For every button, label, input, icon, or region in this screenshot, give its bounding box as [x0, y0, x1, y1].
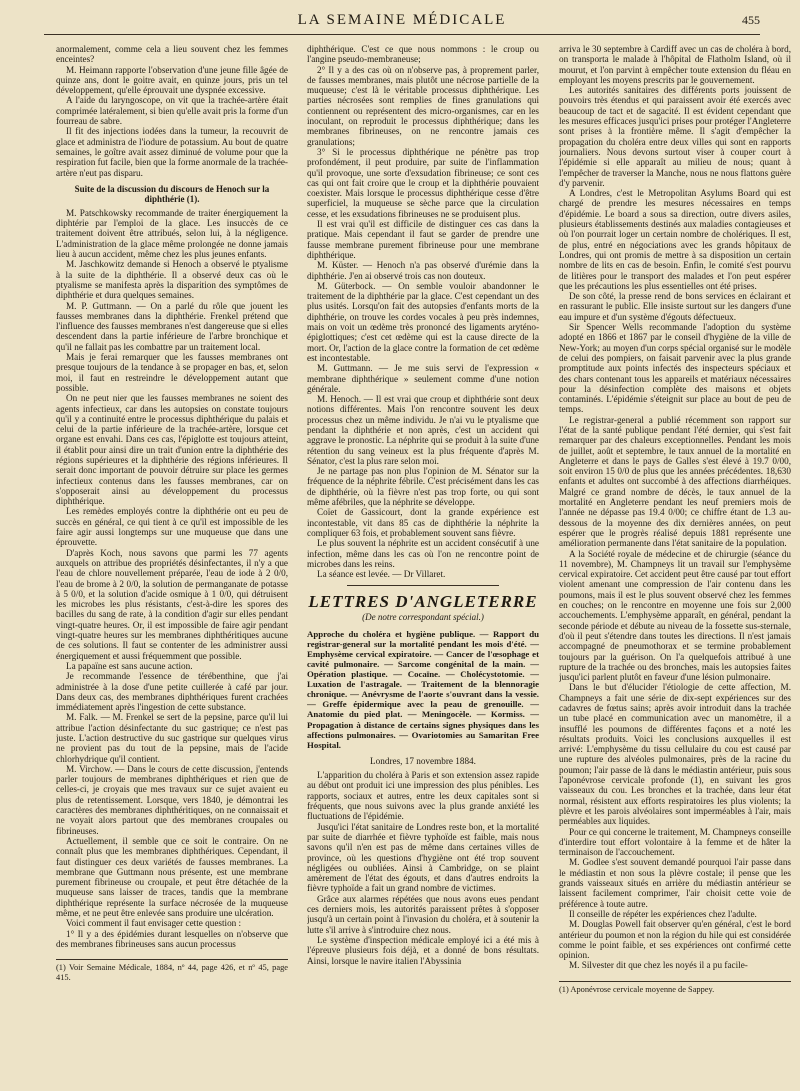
paragraph: L'apparition du choléra à Paris et son extension assez rapide au début ont produit ici une impression des plus pénibles. Les rapports, sociaux et autres, entre les deux capitales sont si fréquents, que nous suivons avec la plus grande anxiété les fluctuations de l'épidémie. [307, 770, 539, 822]
paragraph: M. Patschkowsky recommande de traiter énergiquement la diphtérie par l'emploi de la glace. Les insuccès de ce traitement doivent être attribués, selon lui, à la négligence. L'administration de la glace même prolongée ne donne jamais lieu à aucun accident, même chez les plus jeunes enfants. [56, 207, 288, 260]
paragraph: M. Guttmann. — Je me suis servi de l'expression « membrane diphthérique » seulement comme d'une notion générale. [307, 363, 539, 394]
paragraph: Pour ce qui concerne le traitement, M. Champneys conseille d'interdire tout effort volontaire à la femme et de hâter la terminaison de l'accouchement. [559, 826, 791, 858]
paragraph: M. Douglas Powell fait observer qu'en général, c'est le bord antérieur du poumon et non la région du hile qui est considérée comme le point faible, et ses expériences ont confirmé cette opinion. [559, 919, 791, 961]
page-number: 455 [741, 13, 760, 27]
paragraph: Les remèdes employés contre la diphthérie ont eu peu de succès en général, ce qui tient à ce qu'il est impossible de les faire agir aussi longtemps sur une muqueuse que dans une éprouvette. [56, 506, 288, 548]
paragraph: M. P. Guttmann. — On a parlé du rôle que jouent les fausses membranes dans la diphthérie. Frenkel prétend que l'influence des fausses membranes n'est dangereuse que si elles descendent dans la partie inférieure de l'arbre bronchique et qu'il ne fallait pas les combattre par un traitement local. [56, 300, 288, 352]
section-divider [347, 585, 499, 586]
paragraph: Actuellement, il semble que ce soit le contraire. On ne connaît plus que les membranes diphthériques. Cependant, il faut distinguer ces deux variétés de fausses membranes. La membrane que Guttmann nous présente, est une membrane purement fibrineuse ou croupale, et peut être détachée de la muqueuse sans laisser de traces, tandis que la membrane diphthérique représente la surface nécrosée de la muqueuse même, et ne peut être enlevée sans produire une ulcération. [56, 835, 288, 919]
paragraph: Le plus souvent la néphrite est un accident consécutif à une infection, même dans les cas où l'on ne rencontre point de microbes dans les reins. [307, 538, 539, 569]
article-summary [307, 629, 539, 750]
column-2 [307, 44, 539, 1084]
paragraph: Voici comment il faut envisager cette question : [66, 918, 242, 929]
paragraph: Il fit des injections iodées dans la tumeur, la recouvrit de glace et administra de l'iodure de potassium. Au bout de quatre semaines, le goître avait assez diminué de volume pour que la respiration fut facile, bien que la forme anormale de la trachée-artère n'eut pas disparu. [56, 126, 288, 178]
paragraph: M. Jaschkowitz demande si Henoch a observé le ptyalisme à la suite de la diphthérie. Il a observé deux cas où le ptyalisme se manifesta après la disparition des symptômes de diphthérie et dura quelques semaines. [56, 259, 288, 301]
paragraph: Il est vrai qu'il est difficile de distinguer ces cas dans la pratique. Mais cependant il faut se garder de prendre une fausse membrane purement fibrineuse pour une membrane diphthérique. [307, 219, 539, 260]
paragraph: Le registrar-general a publié récemment son rapport sur l'état de la santé publique pendant l'été dernier, qui s'est fait remarquer par des chaleurs exceptionnelles. Pendant les mois de juillet, août et septembre, le taux annuel de la mortalité en Angleterre et dans le pays de Galles s'est élevé à 19.7 0/00, soit environ 15 0/0 de plus que les années précédentes. 18,630 enfants et adultes ont succombé à des affections diarrhéiques. Malgré ce grand nombre de décès, le taux annuel de la mortalité en Angleterre pendant les neuf premiers mois de l'année ne dépasse pas 19.4 0/00; ce chiffre étant de 1.3 au-dessous de la moyenne des dix dernières années, on peut espérer que le progrès réalisé depuis 1881 représente une amélioration permanente dans l'état sanitaire de la population. [559, 414, 791, 549]
paragraph: Sir Spencer Wells recommande l'adoption du système adopté en 1866 et 1867 par le conseil d'hygiène de la ville de New-York; au moyen d'un corps spécial organisé sur le modèle de celui des pompiers, on faisait parvenir avec la plus grande promptitude aux points infectés des inspecteurs spéciaux et des chars contenant tous les appareils et matériaux nécessaires pour la désinfection complète des maisons et objets contaminés. L'épidémie s'éteignit sur place au bout de peu de temps. [559, 322, 791, 415]
paragraph: De son côté, la presse rend de bons services en éclairant et en rassurant le public. Elle insiste surtout sur les dangers d'une eau impure et d'un système d'égouts défectueux. [559, 291, 791, 322]
paragraph: arriva le 30 septembre à Cardiff avec un cas de choléra à bord, on transporta le malade à l'hôpital de Flatholm Island, où il mourut, et l'on parvint à empêcher toute extension du fléau en employant les moyens prescrits par le gouvernement. [559, 44, 791, 85]
dateline: Londres, 17 novembre 1884. [370, 755, 476, 766]
paragraph: M. Godlee s'est souvent demandé pourquoi l'air passe dans le médiastin et non sous la plèvre costale; il pense que les grands vaisseaux situés en arrière du médiastin antérieur se laissent facilement comprimer, l'air choisit cette voie de préférence à toute autre. [559, 857, 791, 909]
paragraph: M. Silvester dit que chez les noyés il a pu facile- [569, 960, 748, 971]
paragraph: M. Virchow. — Dans le cours de cette discussion, j'entends parler toujours de membranes diphthériques et rien que de celles-ci, je croyais que mes travaux sur ce sujet avaient eu plus de retentissement. Lorsque, vers 1840, je démontrai les caractères des membranes diphthéritiques, on ne connaissait et ne voyait alors partout que des membranes croupales ou fibrineuses. [56, 763, 288, 836]
paragraph: M. Falk. — M. Frenkel se sert de la pepsine, parce qu'il lui attribue l'action désinfectante du suc gastrique; ce n'est pas juste. L'action destructive du suc gastrique sur quelques virus ne provient pas du tout de la pepsine, mais de l'acide chlorhydrique qu'il contient. [56, 712, 288, 764]
running-title: LA SEMAINE MÉDICALE [297, 12, 507, 28]
paragraph: diphthérique. C'est ce que nous nommons : le croup ou l'angine pseudo-membraneuse; [307, 44, 539, 65]
summary-text: Approche du choléra et hygiène publique. — Rapport du registrar-general sur la mortalité pendant les mois d'été. — Emphysème cervical expiratoire. — Cancer de l'œsophage et cavité pulmonaire. — Sarcome congénital de la main. — Opération plastique. — Cocaïne. — Cholécystotomie. — Luxation de l'astragale. — Traitement de la blennoragie chronique. — Anévrysme de l'aorte s'ouvrant dans la vessie. — Greffe épidermique avec la peau de grenouille. — Anatomie du pied plat. — Meningocèle. — Kormiss. — Propagation à distance de certains signes physiques dans les affections pulmonaires. — Ovariotomies au Samaritan Free Hospital. [307, 628, 539, 750]
section-title: Suite de la discussion du discours de Henoch sur la diphthérie (1). [74, 183, 270, 204]
signature-line: La séance est levée. — Dr Villaret. [317, 569, 446, 580]
footnote-text: (1) Aponévrose cervicale moyenne de Sappey. [559, 984, 715, 994]
paragraph: Coïet de Gassicourt, dont la grande expérience est incontestable, vit dans 85 cas de diphthérie la néphrite la compliquer 63 fois, et probablement souvent sans fièvre. [307, 507, 539, 538]
column-3 [559, 44, 791, 1084]
paragraph: Mais je ferai remarquer que les fausses membranes ont presque toujours de la tendance à se propager en bas, et, selon moi, il faut en restreindre le développement autant que possible. [56, 352, 288, 393]
paragraph: Je ne partage pas non plus l'opinion de M. Sénator sur la fréquence de la néphrite fébrile. C'est précisément dans les cas de diphthérie, où la fièvre n'est pas trop forte, ou qui sont même afébriles, que la néphrite se développe. [307, 466, 539, 508]
footnote [559, 981, 791, 995]
paragraph: Grâce aux alarmes répétées que nous avons eues pendant ces derniers mois, les autorités paraissent prêtes à s'opposer jusqu'à un certain point à l'invasion du choléra, et à soutenir la lutte s'il arrive à s'introduire chez nous. [307, 893, 539, 935]
paragraph: On ne peut nier que les fausses membranes ne soient des agents infectieux, car dans les autopsies on constate toujours qu'il y a continuité entre le processus diphthérique du palais et celui de la partie inférieure de la trachée-artère, lorsque cet organe est envahi. Dans ces cas, l'épiglotte est toujours atteint, il établit pour ainsi dire un trait d'union entre la diphthérie des régions supérieures et la diphthérie des régions inférieures. Il serait donc important de pouvoir détruire sur place les germes infectieux contenus dans les fausses membranes, car on s'opposerait ainsi au développement du processus diphthérique. [56, 393, 288, 507]
correspondence-title: LETTRES D'ANGLETERRE [308, 592, 538, 612]
paragraph: anormalement, comme cela a lieu souvent chez les femmes enceintes? [56, 44, 288, 65]
paragraph: Jusqu'ici l'état sanitaire de Londres reste bon, et la mortalité par suite de diarrhée et fièvre typhoïde est faible, mais nous savons qu'il n'en est pas de même dans certaines villes de province, où les questions d'hygiène ont été trop souvent négligées ou oubliées. Ainsi à Cambridge, on se plaint amèrement de l'état des égouts, et dans d'autres endroits la fièvre typhoïde a fait un grand nombre de victimes. [307, 821, 539, 894]
paragraph: M. Küster. — Henoch n'a pas observé d'urémie dans la diphthérie. J'en ai observé trois cas non douteux. [307, 260, 539, 281]
footnote-text: (1) Voir Semaine Médicale, 1884, nº 44, page 426, et nº 45, page 415. [56, 963, 288, 982]
paragraph: Il conseille de répéter les expériences chez l'adulte. [569, 908, 757, 919]
paragraph: La papaïne est sans aucune action. [66, 660, 193, 671]
running-header [44, 12, 760, 35]
column-1 [56, 44, 288, 1084]
paragraph: M. Heimann rapporte l'observation d'une jeune fille âgée de quinze ans, dont le goitre avait, en quinze jours, pris un tel développement, qu'elle éprouvait une dyspnée excessive. [56, 64, 288, 96]
paragraph: Les autorités sanitaires des différents ports jouissent de pouvoirs très étendus et qui paraissent avoir été exercés avec beaucoup de tact et de sagacité. Il est évident cependant que les mesures efficaces jusqu'ici prises pour protéger l'Angleterre sont prises à la frontière même. Il s'agit d'empêcher la propagation du choléra entre deux villes qui sont en rapports journaliers. Nous devons surtout viser à couper court à l'épidémie si elle apparaît au milieu de nous; quant à l'empêcher de traverser la Manche, nous ne nous flattons guère d'y parvenir. [559, 85, 791, 188]
paragraph: A l'aide du laryngoscope, on vit que la trachée-artère était comprimée latéralement, si bien qu'elle avait pris la forme d'un fourreau de sabre. [56, 95, 288, 127]
paragraph: D'après Koch, nous savons que parmi les 77 agents auxquels on attribue des propriétés désinfectantes, il n'y a que l'eau de chlore nouvellement préparée, l'eau de iode à 2 0/0, l'eau de brome à 2 0/0, la solution de permanganate de potasse à 5 0/0, et la solution d'acide osmique à 1 0/0, qui détruisent les microbes les plus résistants, c'est-à-dire les spores des bacilles du sang de rate, à la condition d'agir sur elles pendant vingt-quatre heures. Or, il est impossible de faire agir pendant vingt-quatre heures sur les membranes diphthéritiques aucune de ces solutions. Il faut se contenter de les administrer aussi énergiquement et aussi fréquemment que possible. [56, 547, 288, 661]
paragraph: M. Güterbock. — On semble vouloir abandonner le traitement de la diphthérie par la glace. C'est cependant un des plus usités. Lorsqu'on fait des autopsies d'enfants morts de la diphthérie, on trouve les cordes vocales à peu près indemnes, mais on voit un œdème très prononcé des ligaments aryténo-épiglottiques; c'est cet œdème qui est la cause directe de la mort. Or, l'action de la glace contre la formation de cet œdème est incontestable. [307, 280, 539, 363]
paragraph: 1° Il y a des épidémies durant lesquelles on n'observe que des membranes fibrineuses sans aucun processus [56, 928, 288, 949]
footnote [56, 959, 288, 982]
correspondence-subtitle: (De notre correspondant spécial.) [362, 612, 484, 623]
paragraph: 3° Si le processus diphthérique ne pénètre pas trop profondément, il peut produire, par suite de l'inflammation qu'il provoque, une sorte d'exsudation fibrineuse; ce sont ces cas qui ont fait croire que le croup et la diphthérie pouvaient coexister. Mais lorsque le processus diphthérique cesse d'être superficiel, la muqueuse se sèche parce que la circulation cesse, et les exsudations fibrineuses ne se produisent plus. [307, 146, 539, 219]
paragraph: Le système d'inspection médicale employé ici a été mis à l'épreuve plusieurs fois déjà, et a donné de bons résultats. Ainsi, lorsque le navire italien l'Abyssinia [307, 934, 539, 966]
paragraph: 2° Il y a des cas où on n'observe pas, à proprement parler, de fausses membranes, mais plutôt une nécrose partielle de la muqueuse; c'est là le véritable processus diphthérique. Les parties nécrosées sont remplies de fines granulations qui contiennent ou représentent des micro-organismes, car en les inoculant, on reproduit le processus diphthérique; dans les membranes fibrineuses, on ne rencontre jamais ces granulations; [307, 64, 539, 147]
paragraph: A Londres, c'est le Metropolitan Asylums Board qui est chargé de prendre les mesures nécessaires en temps d'épidémie. Le board a sous sa direction, outre divers asiles, plusieurs établissements destinés aux maladies contagieuses et où l'on pourrait loger un certain nombre de cholériques. Il est, de plus, entré en négociations avec les grands hôpitaux de Londres, qui ont promis de mettre à sa disposition un certain nombre de lits en cas de besoin. Enfin, le comité s'est pourvu de litières pour le transport des malades et l'on peut espérer que les précautions les plus essentielles ont été prises. [559, 188, 791, 291]
paragraph: Dans le but d'élucider l'étiologie de cette affection, M. Champneys a fait une série de dix-sept expériences sur des cadavres de fœtus sains; après avoir introduit dans la trachée un tube placé en communication avec un manomètre, il a insufflé les poumons de différentes façons et a noté les résultats produits. Voici les conclusions auxquelles il est arrivé: L'emphysème du tissu cellulaire du cou est causé par une rupture des alvéoles pulmonaires, près de la racine du poumon; l'air passe de là dans le médiastin antérieur, puis sous l'aponévrose cervicale profonde (1), en suivant les gros vaisseaux du cou. Les bronches et la trachée, dans leur état normal, résistent aux efforts respiratoires les plus violents; la plèvre et les parois alvéolaires sont imperméables à l'air, mais perméables aux liquides. [559, 682, 791, 827]
paragraph: Je recommande l'essence de térébenthine, que j'ai administrée à la dose d'une petite cuillerée à café par jour. Dans deux cas, des membranes diphthériques furent crachées immédiatement après l'ingestion de cette substance. [56, 671, 288, 713]
paragraph: M. Henoch. — Il est vrai que croup et diphthérie sont deux notions différentes. Mais l'on rencontre souvent les deux processus chez un même individu. Je n'ai vu le ptyalisme que pendant la diphthérie et non après, c'est un accident qui aggrave le pronostic. La néphrite qui se produit à la suite d'une rétention du sang veineux est la plus fréquente d'après M. Sénator, c'est la plus rare selon moi. [307, 394, 539, 466]
paragraph: A la Société royale de médecine et de chirurgie (séance du 11 novembre), M. Champneys lit un travail sur l'emphysème cervical expiratoire. Cet accident peut être causé par tout effort violent amenant une compression de l'air contenu dans les poumons, mais il est le plus souvent observé chez les femmes en couches; on le rencontre en moyenne une fois sur 2,000 accouchements. L'emphysème apparaît, en général, pendant la seconde période et débute au niveau de la fossette sus-sternale, d'où il peut s'étendre dans toutes les directions. Il n'est jamais accompagné de pneumothorax et se termine probablement toujours par la guérison. On l'a quelquefois attribué à une rupture de la trachée ou des bronches, mais les autopsies faites jusqu'ici parlent plutôt en faveur d'une lésion pulmonaire. [559, 548, 791, 683]
